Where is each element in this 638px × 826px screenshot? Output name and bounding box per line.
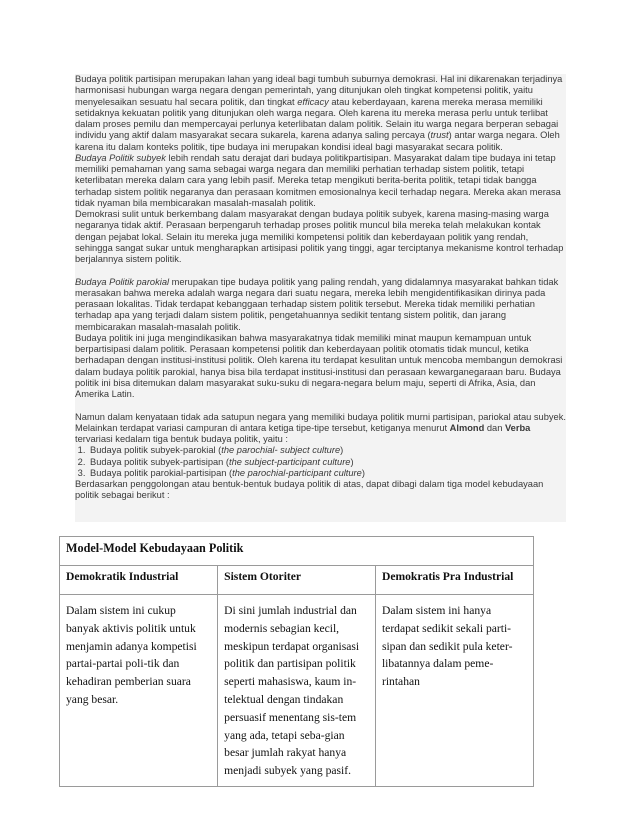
- article-text-block: [75, 74, 566, 522]
- table-header-row: [60, 566, 534, 595]
- paragraph-subyek: Budaya Politik subyek lebih rendah satu derajat dari budaya politikpartisipan. Masyarakat dalam tipe budaya ini tetap memiliki pemahaman yang sama sebagai warga negara dan memiliki perhatian terhadap sistem politik, tetapi keterlibatan mereka dalam cara yang lebih pasif. Mereka tetap mengikuti berita-berita politik, tetapi tidak bangga terhadap sistem politik negaranya dan perasaan komitmen emosionalnya kecil terhadap negara. Mereka akan merasa tidak nyaman bila membicarakan masalah-masalah politik.: [75, 152, 561, 208]
- table-cell: Di sini jumlah industrial dan modernis sebagian kecil, meskipun terdapat organisasi politik dan partisipan politik seperti mahasiswa, kaum in-telektual dengan tindakan persuasif menentang sis-tem yang ada, tetapi seba-gian besar jumlah rakyat hanya menjadi subyek yang pasif.: [218, 595, 376, 787]
- culture-model-table: [59, 536, 534, 787]
- column-header-demokratis-pra-industrial: Demokratis Pra Industrial: [375, 566, 533, 595]
- paragraph-parokial: Budaya Politik parokial merupakan tipe budaya politik yang paling rendah, yang didalamnya masyarakat bahkan tidak merasakan bahwa mereka adalah warga negara dari suatu negara, mereka lebih mengidentifikasikan dirinya pada perasaan lokalitas. Tidak terdapat kebanggaan terhadap sistem politik tersebut. Mereka tidak memiliki perhatian terhadap apa yang terjadi dalam sistem politik, pengetahuannya sedikit tentang sistem politik, dan jarang membicarakan masalah-masalah politik.: [75, 276, 559, 332]
- list-item: 2. Budaya politik subyek-partisipan (the subject-participant culture): [88, 457, 566, 468]
- paragraph-parokial-demokrasi: Budaya politik ini juga mengindikasikan bahwa masyarakatnya tidak memiliki minat maupun kemampuan untuk berpartisipasi dalam politik. Perasaan kompetensi politik dan keberdayaan politik otomatis tidak muncul, ketika berhadapan dengan institusi-institusi politik. Oleh karena itu terdapat kesulitan untuk mencoba membangun demokrasi dalam budaya politik parokial, hanya bisa bila terdapat institusi-institusi dan perasaan kewarganegaraan baru. Budaya politik ini bisa ditemukan dalam masyarakat suku-suku di negara-negara belum maju, seperti di Afrika, Asia, dan Amerika Latin.: [75, 332, 563, 399]
- paragraph-spacer: [75, 400, 566, 411]
- table-caption: Model-Model Kebudayaan Politik: [60, 537, 534, 566]
- list-item: 3. Budaya politik parokial-partisipan (the parochial-participant culture): [88, 468, 566, 479]
- column-header-sistem-otoriter: Sistem Otoriter: [218, 566, 376, 595]
- list-item: 1. Budaya politik subyek-parokial (the parochial- subject culture): [88, 445, 566, 456]
- paragraph-partisipan: Budaya politik partisipan merupakan lahan yang ideal bagi tumbuh suburnya demokrasi. Hal ini dikarenakan terjadinya harmonisasi hubungan warga negara dengan pemerintah, yang ditunjukan oleh tingkat kompetensi politik, yaitu menyelesaikan sesuatu hal secara politik, dan tingkat efficacy atau keberdayaan, karena mereka merasa memiliki setidaknya kekuatan politik yang ditunjukan oleh warga negara. Oleh karena itu mereka merasa perlu untuk terlibat dalam proses pemilu dan mempercayai perlunya keterlibatan dalam politik. Selain itu warga negara berperan sebagai individu yang aktif dalam masyarakat secara sukarela, karena adanya saling percaya (trust) antar warga negara. Oleh karena itu dalam konteks politik, tipe budaya ini merupakan kondisi ideal bagi masyarakat secara politik.: [75, 74, 563, 152]
- table-cell: Dalam sistem ini cukup banyak aktivis politik untuk menjamin adanya kompetisi partai-partai poli-tik dan kehadiran pemberian suara yang besar.: [60, 595, 218, 787]
- paragraph-campuran: Namun dalam kenyataan tidak ada satupun negara yang memiliki budaya politik murni partisipan, pariokal atau subyek. Melainkan terdapat variasi campuran di antara ketiga tipe-tipe tersebut, ketiganya menurut Almond dan Verba tervariasi kedalam tiga bentuk budaya politik, yaitu :: [75, 411, 566, 444]
- paragraph-spacer: [75, 265, 566, 276]
- table-cell: Dalam sistem ini hanya terdapat sedikit sekali parti-sipan dan sedikit pula keter-libatannya dalam peme-rintahan: [375, 595, 533, 787]
- table-caption-row: [60, 537, 534, 566]
- column-header-demokratik-industrial: Demokratik Industrial: [60, 566, 218, 595]
- table-row: [60, 595, 534, 787]
- culture-type-list: [75, 445, 566, 479]
- paragraph-closing: Berdasarkan penggolongan atau bentuk-bentuk budaya politik di atas, dapat dibagi dalam tiga model kebudayaan politik sebagai berikut :: [75, 479, 544, 501]
- paragraph-subyek-demokrasi: Demokrasi sulit untuk berkembang dalam masyarakat dengan budaya politik subyek, karena masing-masing warga negaranya tidak aktif. Perasaan berpengaruh terhadap proses politik muncul bila mereka telah melakukan kontak dengan pejabat lokal. Selain itu mereka juga memiliki kompetensi politik dan keberdayaan politik yang rendah, sehingga sangat sukar untuk mengharapkan artisipasi politik yang tinggi, agar terciptanya mekanisme kontrol terhadap berjalannya sistem politik.: [75, 209, 564, 264]
